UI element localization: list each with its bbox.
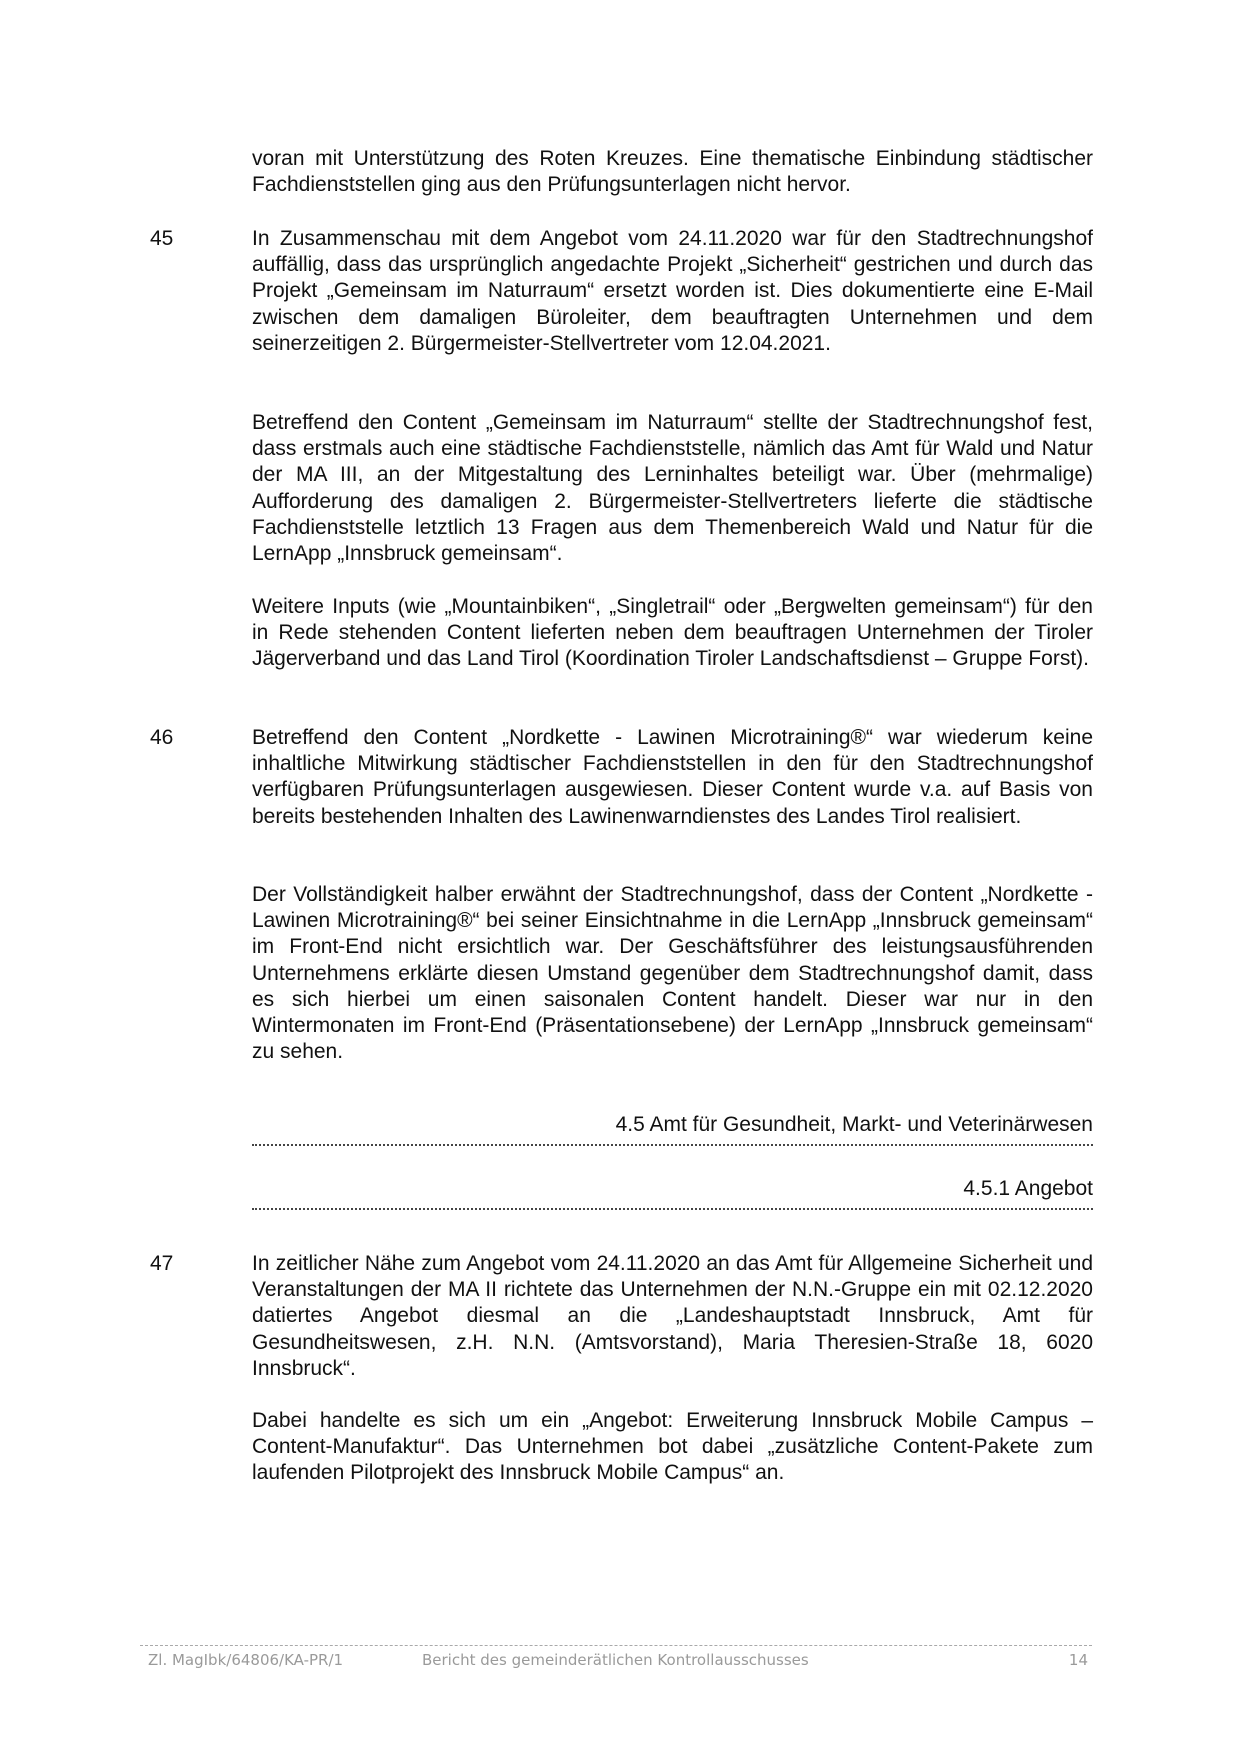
section-heading-4-5: 4.5 Amt für Gesundheit, Markt- und Veterinärwesen [252,1112,1093,1146]
footer-title: Bericht des gemeinderätlichen Kontrollausschusses [422,1651,809,1669]
paragraph-45-c: Weitere Inputs (wie „Mountainbiken“, „Singletrail“ oder „Bergwelten gemeinsam“) für den in Rede stehenden Content lieferten neben dem beauftragen Unternehmen der Tiroler Jägerverband und das Land Tirol (Koordination Tiroler Landschaftsdienst – Gruppe Forst). [252,595,1093,671]
page-number: 14 [1068,1651,1088,1669]
paragraph-continuation: voran mit Unterstützung des Roten Kreuzes. Eine thematische Einbindung städtischer Fachdienststellen ging aus den Prüfungsunterlagen nicht hervor. [252,147,1093,197]
paragraph-number-45: 45 [150,227,174,250]
paragraph-45-b: Betreffend den Content „Gemeinsam im Naturraum“ stellte der Stadtrechnungshof fest, dass erstmals auch eine städtische Fachdienststelle, nämlich das Amt für Wald und Natur der MA III, an der Mitgestaltung des Lerninhaltes beteiligt war. Über (mehrmalige) Aufforderung des damaligen 2. Bürgermeister-Stellvertreters lieferte die städtische Fachdienststelle letztlich 13 Fragen aus dem Themenbereich Wald und Natur für die LernApp „Innsbruck gemeinsam“. [252,411,1093,566]
paragraph-number-46: 46 [150,726,174,749]
paragraph-47-b: Dabei handelte es sich um ein „Angebot: Erweiterung Innsbruck Mobile Campus – Content-Manufaktur“. Das Unternehmen bot dabei „zusätzliche Content-Pakete zum laufenden Pilotprojekt des Innsbruck Mobile Campus“ an. [252,1409,1093,1485]
section-heading-4-5-1: 4.5.1 Angebot [252,1176,1093,1210]
footer-reference: Zl. MagIbk/64806/KA-PR/1 [148,1651,344,1669]
paragraph-45: In Zusammenschau mit dem Angebot vom 24.11.2020 war für den Stadtrechnungshof auffällig, dass das ursprünglich angedachte Projekt „Sicherheit“ gestrichen und durch das Projekt „Gemeinsam im Naturraum“ ersetzt worden ist. Dies dokumentierte eine E-Mail zwischen dem damaligen Büroleiter, dem beauftragten Unternehmen und dem seinerzeitigen 2. Bürgermeister-Stellvertreter vom 12.04.2021. [252,227,1093,355]
paragraph-number-47: 47 [150,1252,174,1275]
paragraph-47: In zeitlicher Nähe zum Angebot vom 24.11.2020 an das Amt für Allgemeine Sicherheit und Veranstaltungen der MA II richtete das Unternehmen der N.N.-Gruppe ein mit 02.12.2020 datiertes Angebot diesmal an die „Landeshauptstadt Innsbruck, Amt für Gesundheitswesen, z.H. N.N. (Amtsvorstand), Maria Theresien-Straße 18, 6020 Innsbruck“. [252,1252,1093,1380]
page-footer [140,1645,1092,1674]
paragraph-46-b: Der Vollständigkeit halber erwähnt der Stadtrechnungshof, dass der Content „Nordkette - Lawinen Microtraining®“ bei seiner Einsichtnahme in die LernApp „Innsbruck gemeinsam“ im Front-End nicht ersichtlich war. Der Geschäftsführer des leistungsausführenden Unternehmens erklärte diesen Umstand gegenüber dem Stadtrechnungshof damit, dass es sich hierbei um einen saisonalen Content handelt. Dieser war nur in den Wintermonaten im Front-End (Präsentationsebene) der LernApp „Innsbruck gemeinsam“ zu sehen. [252,883,1093,1064]
paragraph-46: Betreffend den Content „Nordkette - Lawinen Microtraining®“ war wiederum keine inhaltliche Mitwirkung städtischer Fachdienststellen in den für den Stadtrechnungshof verfügbaren Prüfungsunterlagen ausgewiesen. Dieser Content wurde v.a. auf Basis von bereits bestehenden Inhalten des Lawinenwarndienstes des Landes Tirol realisiert. [252,726,1093,828]
